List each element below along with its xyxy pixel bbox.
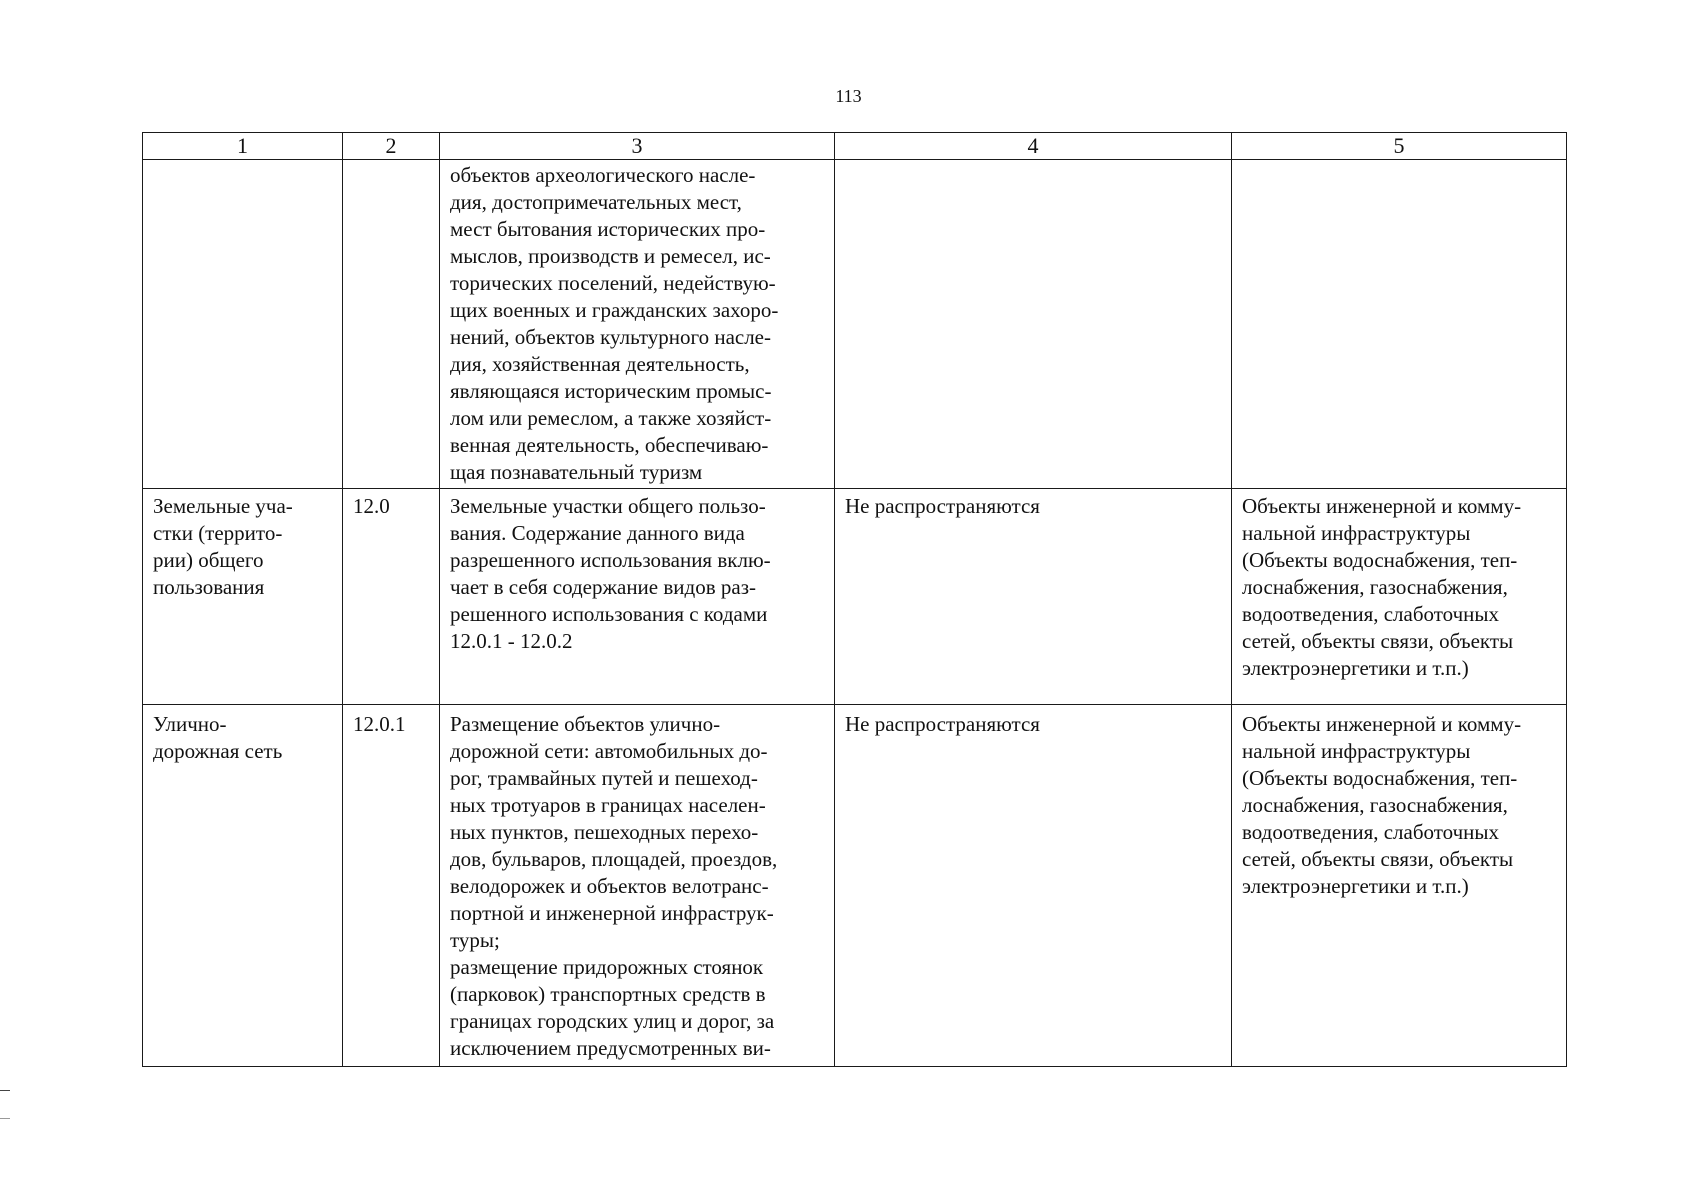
use-code-cell (343, 160, 440, 489)
column-header-4: 4 (835, 133, 1232, 160)
auxiliary-objects-cell: Объекты инженерной и комму- нальной инфраструктуры (Объекты водоснабжения, теп- лоснабжения, газоснабжения, водоотведения, слаботочных сетей, объекты связи, объекты электроэнергетики и т.п.) (1232, 705, 1567, 1067)
table-row (143, 160, 1567, 489)
table-row (143, 489, 1567, 705)
land-use-table (142, 132, 1567, 1067)
restrictions-cell (835, 160, 1232, 489)
auxiliary-objects-cell (1232, 160, 1567, 489)
use-description-cell: Размещение объектов улично- дорожной сети: автомобильных до- рог, трамвайных путей и пешеход- ных тротуаров в границах населен- ных пунктов, пешеходных перехо- дов, бульваров, площадей, проездов, велодорожек и объектов велотранс- портной и инженерной инфраструк- туры; размещение придорожных стоянок (парковок) транспортных средств в границах городских улиц и дорог, за исключением предусмотренных ви- (440, 705, 835, 1067)
use-name-cell (143, 160, 343, 489)
use-description-cell: Земельные участки общего пользо- вания. Содержание данного вида разрешенного использования вклю- чает в себя содержание видов раз- решенного использования с кодами 12.0.1 - 12.0.2 (440, 489, 835, 705)
column-header-2: 2 (343, 133, 440, 160)
column-header-1: 1 (143, 133, 343, 160)
use-name-cell: Улично- дорожная сеть (143, 705, 343, 1067)
page-number: 113 (835, 86, 862, 106)
column-header-3: 3 (440, 133, 835, 160)
scan-margin-mark (0, 1118, 10, 1119)
restrictions-cell: Не распространяются (835, 489, 1232, 705)
restrictions-cell: Не распространяются (835, 705, 1232, 1067)
auxiliary-objects-cell: Объекты инженерной и комму- нальной инфраструктуры (Объекты водоснабжения, теп- лоснабжения, газоснабжения, водоотведения, слаботочных сетей, объекты связи, объекты электроэнергетики и т.п.) (1232, 489, 1567, 705)
use-code-cell: 12.0 (343, 489, 440, 705)
table-row (143, 705, 1567, 1067)
use-name-cell: Земельные уча- стки (террито- рии) общего пользования (143, 489, 343, 705)
use-code-cell: 12.0.1 (343, 705, 440, 1067)
use-description-cell: объектов археологического насле- дия, достопримечательных мест, мест бытования исторических про- мыслов, производств и ремесел, ис- торических поселений, недействую- щих военных и гражданских захоро- нений, объектов культурного насле- дия, хозяйственная деятельность, являющаяся историческим промыс- лом или ремеслом, а также хозяйст- венная деятельность, обеспечиваю- щая познавательный туризм (440, 160, 835, 489)
table-header-row (143, 133, 1567, 160)
scan-margin-mark (0, 1090, 10, 1091)
column-header-5: 5 (1232, 133, 1567, 160)
